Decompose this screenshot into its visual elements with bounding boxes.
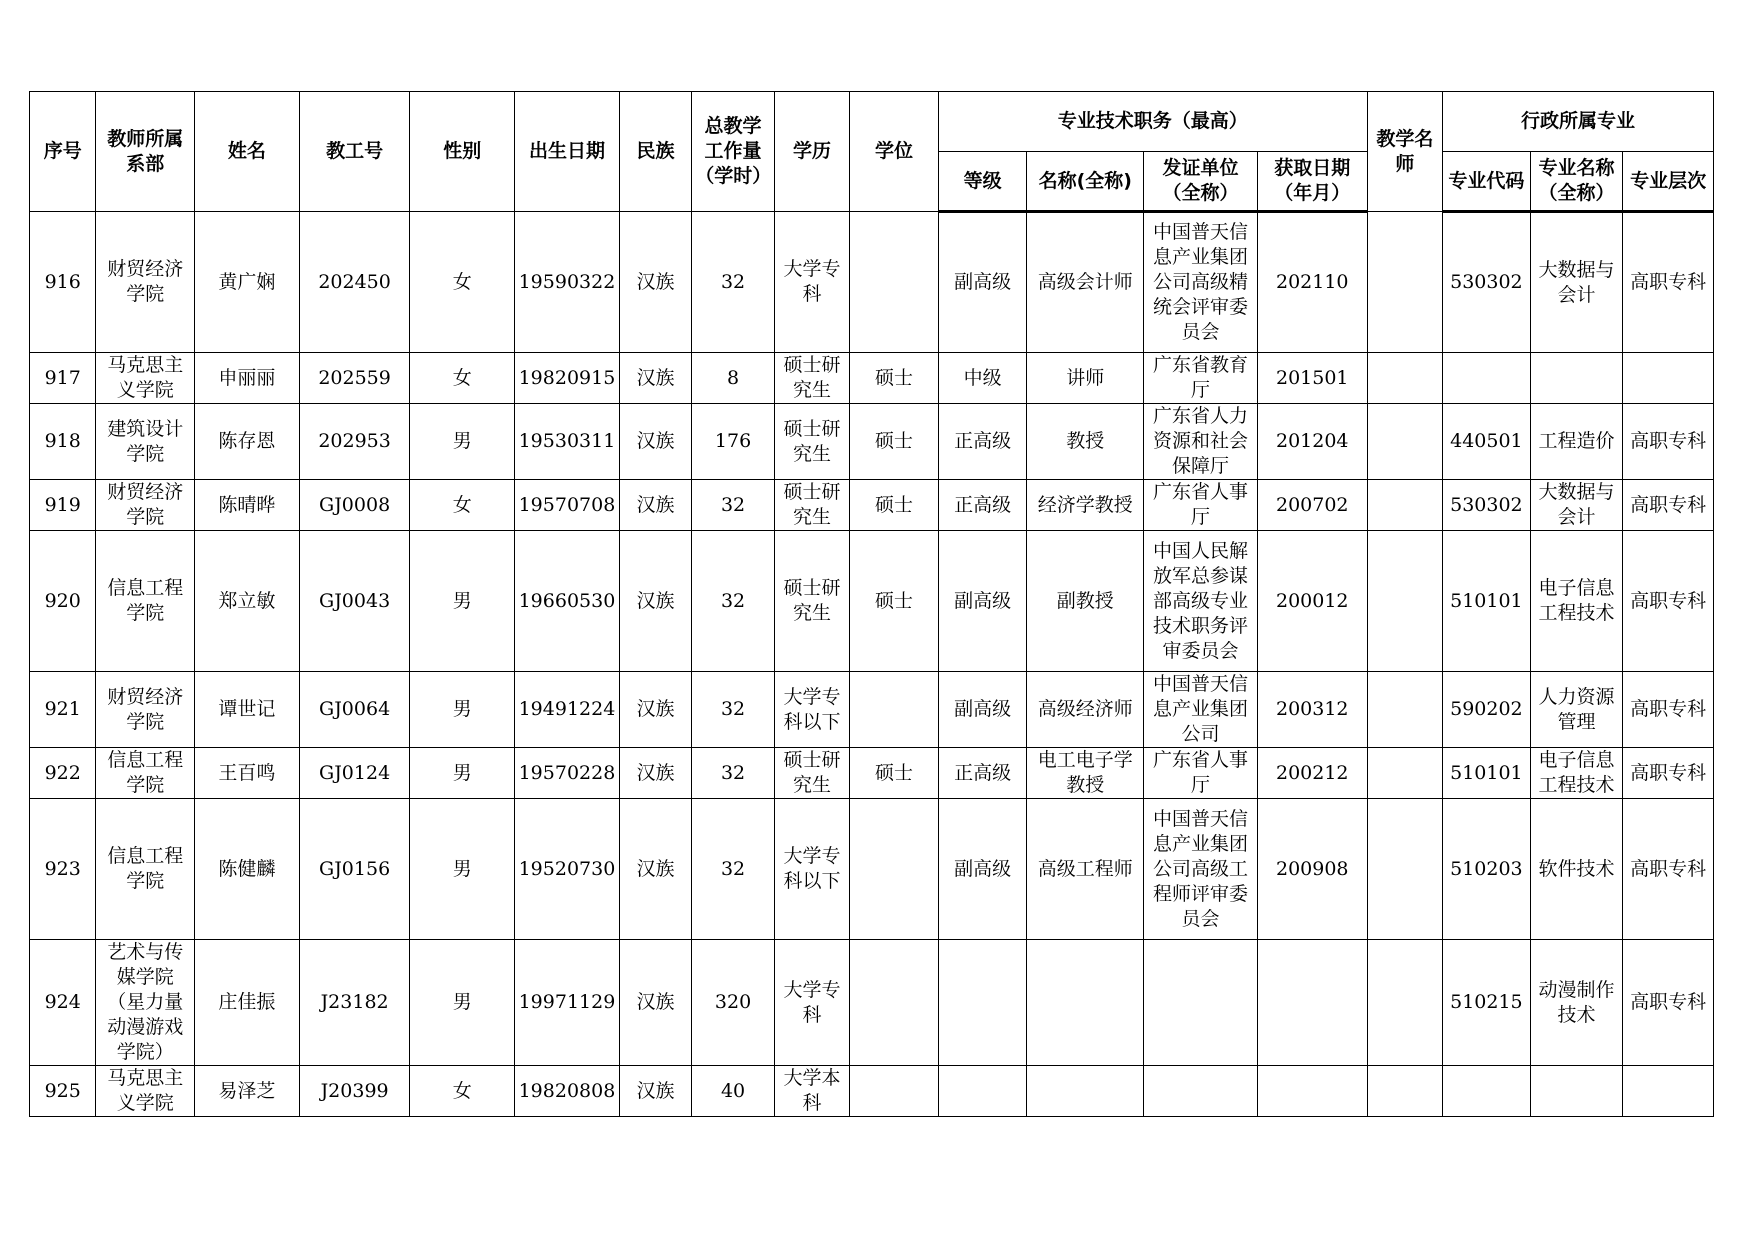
title-name-cell xyxy=(1027,940,1144,1066)
name-cell: 王百鸣 xyxy=(195,748,300,799)
level-cell: 副高级 xyxy=(938,212,1027,353)
dept-cell: 马克思主义学院 xyxy=(96,353,195,404)
birth-cell: 19491224 xyxy=(515,672,620,748)
seq-cell: 925 xyxy=(30,1066,96,1117)
major-code-cell: 440501 xyxy=(1443,404,1531,480)
name-cell: 郑立敏 xyxy=(195,531,300,672)
table-row xyxy=(30,404,1714,480)
edu-cell: 大学专科 xyxy=(774,212,849,353)
table-row xyxy=(30,480,1714,531)
level-cell xyxy=(938,1066,1027,1117)
level-cell: 中级 xyxy=(938,353,1027,404)
major-level-cell xyxy=(1623,1066,1714,1117)
famous-cell xyxy=(1367,353,1442,404)
major-name-cell: 大数据与会计 xyxy=(1530,480,1623,531)
degree-cell xyxy=(850,799,939,940)
seq-cell: 921 xyxy=(30,672,96,748)
major-name-cell xyxy=(1530,353,1623,404)
date-cell xyxy=(1257,940,1367,1066)
ethnic-cell: 汉族 xyxy=(619,799,691,940)
major-code-cell: 510215 xyxy=(1443,940,1531,1066)
header-title-group: 专业技术职务（最高） xyxy=(938,92,1367,152)
birth-cell: 19530311 xyxy=(515,404,620,480)
ethnic-cell: 汉族 xyxy=(619,748,691,799)
major-code-cell: 510203 xyxy=(1443,799,1531,940)
hours-cell: 32 xyxy=(692,672,775,748)
hours-cell: 176 xyxy=(692,404,775,480)
level-cell: 副高级 xyxy=(938,799,1027,940)
teacher-roster-table xyxy=(29,91,1714,1117)
famous-cell xyxy=(1367,1066,1442,1117)
title-name-cell: 讲师 xyxy=(1027,353,1144,404)
edu-cell: 硕士研究生 xyxy=(774,353,849,404)
header-title-name: 名称(全称) xyxy=(1027,152,1144,212)
edu-cell: 硕士研究生 xyxy=(774,404,849,480)
hours-cell: 32 xyxy=(692,531,775,672)
header-issuer: 发证单位（全称） xyxy=(1144,152,1258,212)
table-row xyxy=(30,799,1714,940)
hours-cell: 32 xyxy=(692,480,775,531)
header-degree: 学位 xyxy=(850,92,939,212)
birth-cell: 19570708 xyxy=(515,480,620,531)
staff-no-cell: GJ0064 xyxy=(299,672,410,748)
major-code-cell xyxy=(1443,1066,1531,1117)
degree-cell xyxy=(850,1066,939,1117)
header-row-1 xyxy=(30,92,1714,152)
edu-cell: 大学专科以下 xyxy=(774,799,849,940)
header-birth: 出生日期 xyxy=(515,92,620,212)
issuer-cell: 中国普天信息产业集团公司高级工程师评审委员会 xyxy=(1144,799,1258,940)
staff-no-cell: 202450 xyxy=(299,212,410,353)
table-body xyxy=(30,212,1714,1117)
major-level-cell: 高职专科 xyxy=(1623,672,1714,748)
header-famous: 教学名师 xyxy=(1367,92,1442,212)
degree-cell: 硕士 xyxy=(850,748,939,799)
hours-cell: 32 xyxy=(692,212,775,353)
degree-cell: 硕士 xyxy=(850,404,939,480)
gender-cell: 男 xyxy=(410,940,515,1066)
dept-cell: 艺术与传媒学院（星力量动漫游戏学院） xyxy=(96,940,195,1066)
header-major-code: 专业代码 xyxy=(1443,152,1531,212)
name-cell: 申丽丽 xyxy=(195,353,300,404)
date-cell: 201501 xyxy=(1257,353,1367,404)
issuer-cell: 广东省人力资源和社会保障厅 xyxy=(1144,404,1258,480)
header-major-level: 专业层次 xyxy=(1623,152,1714,212)
dept-cell: 财贸经济学院 xyxy=(96,480,195,531)
table-row xyxy=(30,748,1714,799)
famous-cell xyxy=(1367,212,1442,353)
name-cell: 陈晴晔 xyxy=(195,480,300,531)
table-row xyxy=(30,672,1714,748)
name-cell: 庄佳振 xyxy=(195,940,300,1066)
name-cell: 黄广娴 xyxy=(195,212,300,353)
issuer-cell: 广东省教育厅 xyxy=(1144,353,1258,404)
seq-cell: 919 xyxy=(30,480,96,531)
title-name-cell: 高级经济师 xyxy=(1027,672,1144,748)
birth-cell: 19660530 xyxy=(515,531,620,672)
staff-no-cell: J20399 xyxy=(299,1066,410,1117)
major-level-cell: 高职专科 xyxy=(1623,748,1714,799)
degree-cell xyxy=(850,940,939,1066)
gender-cell: 女 xyxy=(410,480,515,531)
degree-cell: 硕士 xyxy=(850,480,939,531)
famous-cell xyxy=(1367,480,1442,531)
hours-cell: 320 xyxy=(692,940,775,1066)
name-cell: 陈健麟 xyxy=(195,799,300,940)
staff-no-cell: 202559 xyxy=(299,353,410,404)
title-name-cell: 高级工程师 xyxy=(1027,799,1144,940)
table-row xyxy=(30,353,1714,404)
degree-cell xyxy=(850,212,939,353)
date-cell: 200212 xyxy=(1257,748,1367,799)
ethnic-cell: 汉族 xyxy=(619,1066,691,1117)
birth-cell: 19520730 xyxy=(515,799,620,940)
issuer-cell: 广东省人事厅 xyxy=(1144,748,1258,799)
major-code-cell: 530302 xyxy=(1443,480,1531,531)
header-major-name: 专业名称（全称） xyxy=(1530,152,1623,212)
table-row xyxy=(30,1066,1714,1117)
title-name-cell: 经济学教授 xyxy=(1027,480,1144,531)
ethnic-cell: 汉族 xyxy=(619,404,691,480)
major-name-cell: 电子信息工程技术 xyxy=(1530,531,1623,672)
famous-cell xyxy=(1367,940,1442,1066)
level-cell: 正高级 xyxy=(938,480,1027,531)
date-cell: 201204 xyxy=(1257,404,1367,480)
major-code-cell: 530302 xyxy=(1443,212,1531,353)
header-name: 姓名 xyxy=(195,92,300,212)
name-cell: 谭世记 xyxy=(195,672,300,748)
gender-cell: 女 xyxy=(410,212,515,353)
title-name-cell: 教授 xyxy=(1027,404,1144,480)
edu-cell: 硕士研究生 xyxy=(774,480,849,531)
major-level-cell: 高职专科 xyxy=(1623,799,1714,940)
dept-cell: 马克思主义学院 xyxy=(96,1066,195,1117)
date-cell: 200012 xyxy=(1257,531,1367,672)
table-row xyxy=(30,212,1714,353)
edu-cell: 大学本科 xyxy=(774,1066,849,1117)
birth-cell: 19820915 xyxy=(515,353,620,404)
issuer-cell: 中国普天信息产业集团公司 xyxy=(1144,672,1258,748)
ethnic-cell: 汉族 xyxy=(619,940,691,1066)
edu-cell: 硕士研究生 xyxy=(774,531,849,672)
edu-cell: 硕士研究生 xyxy=(774,748,849,799)
degree-cell: 硕士 xyxy=(850,531,939,672)
dept-cell: 财贸经济学院 xyxy=(96,212,195,353)
dept-cell: 财贸经济学院 xyxy=(96,672,195,748)
birth-cell: 19570228 xyxy=(515,748,620,799)
header-major-group: 行政所属专业 xyxy=(1443,92,1714,152)
gender-cell: 女 xyxy=(410,1066,515,1117)
edu-cell: 大学专科 xyxy=(774,940,849,1066)
gender-cell: 男 xyxy=(410,748,515,799)
header-hours: 总教学工作量（学时） xyxy=(692,92,775,212)
degree-cell: 硕士 xyxy=(850,353,939,404)
gender-cell: 女 xyxy=(410,353,515,404)
ethnic-cell: 汉族 xyxy=(619,353,691,404)
header-date: 获取日期（年月） xyxy=(1257,152,1367,212)
staff-no-cell: J23182 xyxy=(299,940,410,1066)
title-name-cell xyxy=(1027,1066,1144,1117)
seq-cell: 923 xyxy=(30,799,96,940)
degree-cell xyxy=(850,672,939,748)
major-code-cell: 590202 xyxy=(1443,672,1531,748)
ethnic-cell: 汉族 xyxy=(619,531,691,672)
major-level-cell: 高职专科 xyxy=(1623,212,1714,353)
issuer-cell: 广东省人事厅 xyxy=(1144,480,1258,531)
major-level-cell: 高职专科 xyxy=(1623,940,1714,1066)
dept-cell: 建筑设计学院 xyxy=(96,404,195,480)
famous-cell xyxy=(1367,531,1442,672)
seq-cell: 920 xyxy=(30,531,96,672)
seq-cell: 918 xyxy=(30,404,96,480)
gender-cell: 男 xyxy=(410,531,515,672)
hours-cell: 40 xyxy=(692,1066,775,1117)
level-cell: 正高级 xyxy=(938,404,1027,480)
hours-cell: 32 xyxy=(692,748,775,799)
header-gender: 性别 xyxy=(410,92,515,212)
header-level: 等级 xyxy=(938,152,1027,212)
major-level-cell xyxy=(1623,353,1714,404)
famous-cell xyxy=(1367,799,1442,940)
level-cell xyxy=(938,940,1027,1066)
seq-cell: 917 xyxy=(30,353,96,404)
major-name-cell: 动漫制作技术 xyxy=(1530,940,1623,1066)
seq-cell: 924 xyxy=(30,940,96,1066)
issuer-cell xyxy=(1144,940,1258,1066)
name-cell: 陈存恩 xyxy=(195,404,300,480)
header-dept: 教师所属系部 xyxy=(96,92,195,212)
major-name-cell: 工程造价 xyxy=(1530,404,1623,480)
birth-cell: 19971129 xyxy=(515,940,620,1066)
title-name-cell: 电工电子学教授 xyxy=(1027,748,1144,799)
staff-no-cell: GJ0043 xyxy=(299,531,410,672)
major-code-cell xyxy=(1443,353,1531,404)
date-cell: 200908 xyxy=(1257,799,1367,940)
major-level-cell: 高职专科 xyxy=(1623,404,1714,480)
birth-cell: 19820808 xyxy=(515,1066,620,1117)
ethnic-cell: 汉族 xyxy=(619,672,691,748)
staff-no-cell: GJ0124 xyxy=(299,748,410,799)
edu-cell: 大学专科以下 xyxy=(774,672,849,748)
ethnic-cell: 汉族 xyxy=(619,480,691,531)
table-row xyxy=(30,531,1714,672)
famous-cell xyxy=(1367,748,1442,799)
staff-no-cell: GJ0008 xyxy=(299,480,410,531)
dept-cell: 信息工程学院 xyxy=(96,748,195,799)
major-name-cell: 大数据与会计 xyxy=(1530,212,1623,353)
major-code-cell: 510101 xyxy=(1443,531,1531,672)
hours-cell: 32 xyxy=(692,799,775,940)
hours-cell: 8 xyxy=(692,353,775,404)
famous-cell xyxy=(1367,672,1442,748)
major-name-cell: 电子信息工程技术 xyxy=(1530,748,1623,799)
header-staff-no: 教工号 xyxy=(299,92,410,212)
issuer-cell xyxy=(1144,1066,1258,1117)
gender-cell: 男 xyxy=(410,404,515,480)
seq-cell: 922 xyxy=(30,748,96,799)
dept-cell: 信息工程学院 xyxy=(96,799,195,940)
major-name-cell xyxy=(1530,1066,1623,1117)
header-ethnic: 民族 xyxy=(619,92,691,212)
header-seq: 序号 xyxy=(30,92,96,212)
seq-cell: 916 xyxy=(30,212,96,353)
name-cell: 易泽芝 xyxy=(195,1066,300,1117)
major-level-cell: 高职专科 xyxy=(1623,480,1714,531)
major-name-cell: 人力资源管理 xyxy=(1530,672,1623,748)
staff-no-cell: 202953 xyxy=(299,404,410,480)
title-name-cell: 副教授 xyxy=(1027,531,1144,672)
date-cell: 200312 xyxy=(1257,672,1367,748)
issuer-cell: 中国普天信息产业集团公司高级精统会评审委员会 xyxy=(1144,212,1258,353)
date-cell: 200702 xyxy=(1257,480,1367,531)
major-name-cell: 软件技术 xyxy=(1530,799,1623,940)
birth-cell: 19590322 xyxy=(515,212,620,353)
level-cell: 正高级 xyxy=(938,748,1027,799)
level-cell: 副高级 xyxy=(938,531,1027,672)
major-level-cell: 高职专科 xyxy=(1623,531,1714,672)
table-container xyxy=(29,91,1714,1117)
gender-cell: 男 xyxy=(410,672,515,748)
famous-cell xyxy=(1367,404,1442,480)
gender-cell: 男 xyxy=(410,799,515,940)
date-cell xyxy=(1257,1066,1367,1117)
dept-cell: 信息工程学院 xyxy=(96,531,195,672)
staff-no-cell: GJ0156 xyxy=(299,799,410,940)
table-row xyxy=(30,940,1714,1066)
header-edu: 学历 xyxy=(774,92,849,212)
level-cell: 副高级 xyxy=(938,672,1027,748)
date-cell: 202110 xyxy=(1257,212,1367,353)
title-name-cell: 高级会计师 xyxy=(1027,212,1144,353)
issuer-cell: 中国人民解放军总参谋部高级专业技术职务评审委员会 xyxy=(1144,531,1258,672)
ethnic-cell: 汉族 xyxy=(619,212,691,353)
major-code-cell: 510101 xyxy=(1443,748,1531,799)
